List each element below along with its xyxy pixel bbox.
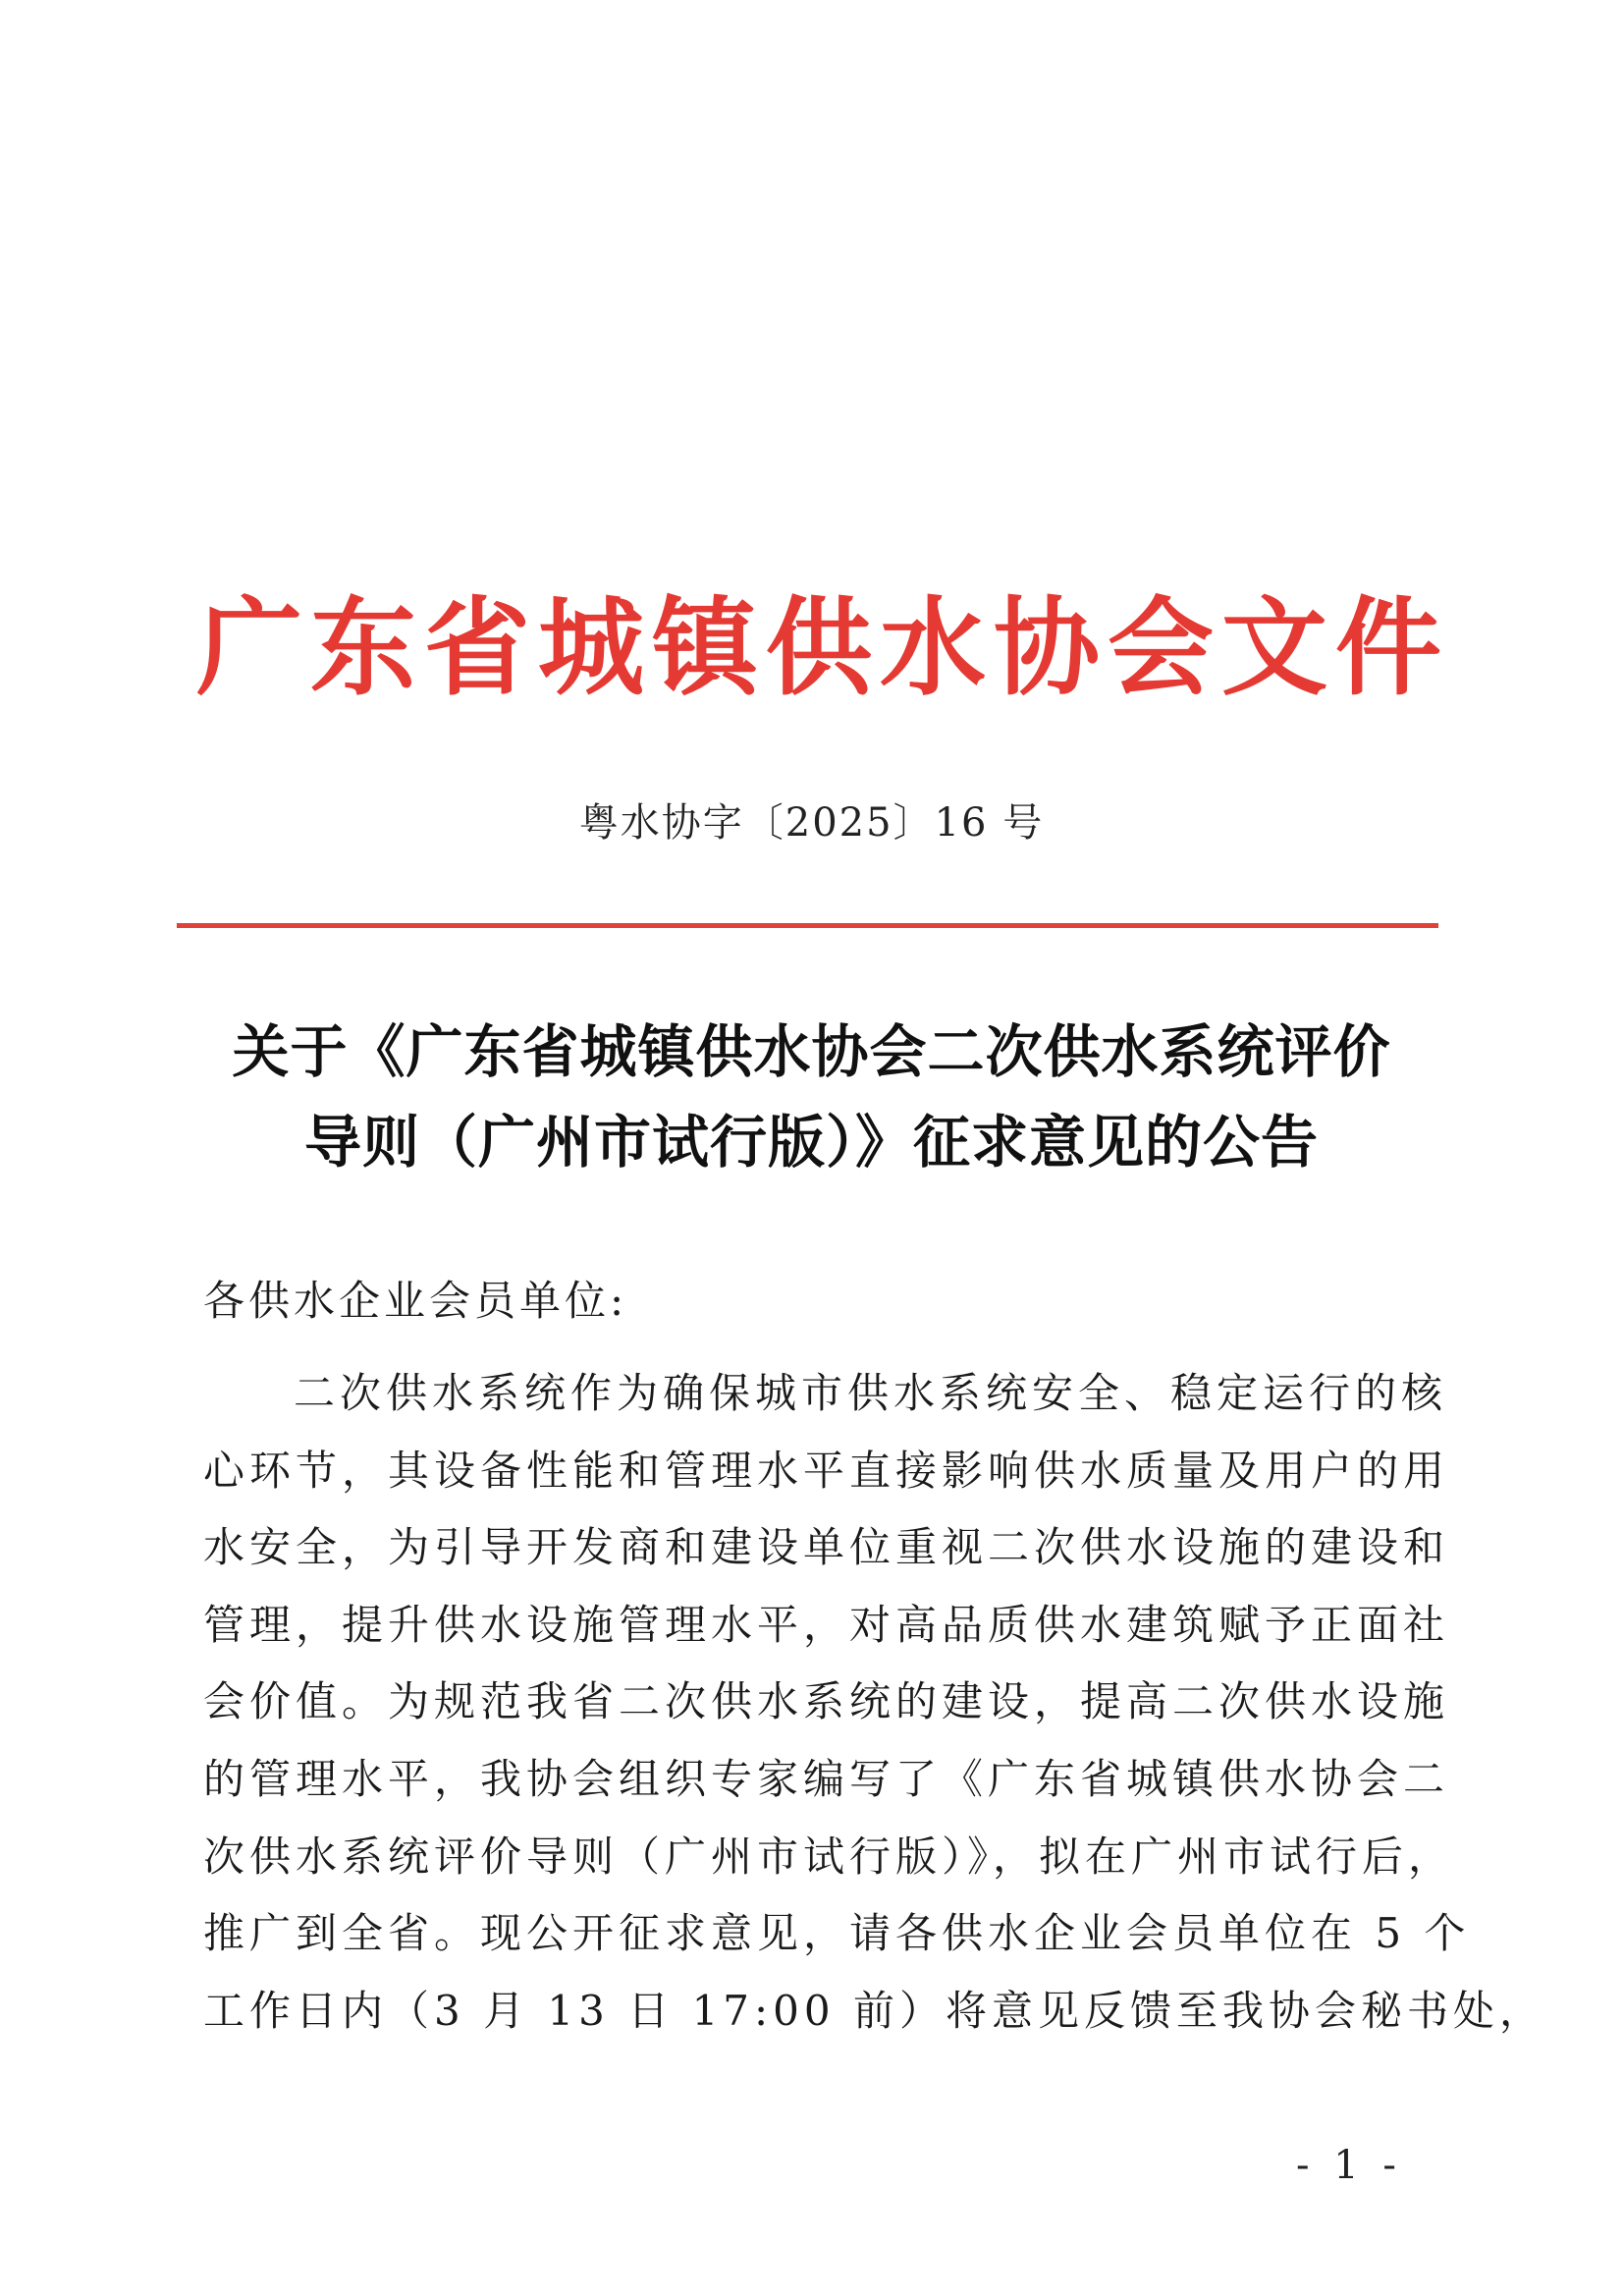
notice-title-line-2: 导则（广州市试行版）》征求意见的公告	[303, 1109, 1319, 1175]
body-line: 心环节，其设备性能和管理水平直接影响供水质量及用户的用	[203, 1446, 1450, 1495]
salutation: 各供水企业会员单位:	[203, 1277, 628, 1325]
body-paragraph	[203, 1355, 1545, 2050]
document-header-title: 广东省城镇供水协会文件	[196, 586, 1450, 710]
document-number: 粤水协字〔2025〕16 号	[578, 800, 1045, 846]
body-line: 工作日内（3 月 13 日 17:00 前）将意见反馈至我协会秘书处，	[203, 1986, 1545, 2035]
body-line: 管理，提升供水设施管理水平，对高品质供水建筑赋予正面社	[203, 1600, 1450, 1649]
body-line: 次供水系统评价导则（广州市试行版）》，拟在广州市试行后，	[203, 1831, 1455, 1881]
notice-title	[147, 1007, 1476, 1187]
body-line: 会价值。为规范我省二次供水系统的建设，提高二次供水设施	[203, 1677, 1450, 1726]
body-line: 水安全，为引导开发商和建设单位重视二次供水设施的建设和	[203, 1523, 1450, 1572]
page-number: - 1 -	[1296, 2143, 1402, 2188]
body-line: 二次供水系统作为确保城市供水系统安全、稳定运行的核	[294, 1369, 1448, 1417]
body-line: 推广到全省。现公开征求意见，请各供水企业会员单位在 5 个	[203, 1909, 1471, 1958]
body-line: 的管理水平，我协会组织专家编写了《广东省城镇供水协会二	[203, 1754, 1450, 1803]
notice-title-line-1: 关于《广东省城镇供水协会二次供水系统评价	[232, 1018, 1391, 1085]
red-divider-line	[177, 923, 1438, 928]
